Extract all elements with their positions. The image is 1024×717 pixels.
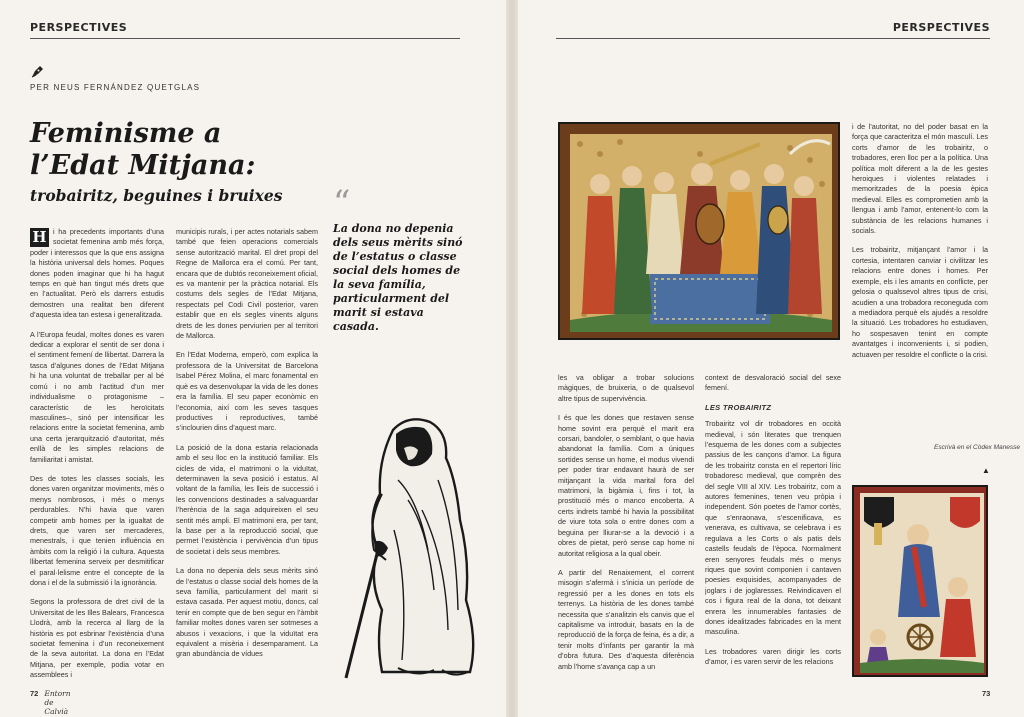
codex-manesse-miniature: [852, 485, 988, 677]
byline: PER NEUS FERNÁNDEZ QUETGLAS: [30, 83, 201, 92]
page-number-right: 73: [982, 689, 991, 698]
col3-paragraph-3: A partir del Renaixement, el corrent misogin s’afermà i s’inicia un període de regressió per a les dones en tots els terrenys. La història de les dones també necessita que s’analitzin els canvis que el capitalisme va introduir, basats en la de reproducció de la força de feina, és a dir, a tenir molts d’infants per garantir la mà d’obra futura. Des d’aquesta diferència amb l’home s’avança cap a un: [558, 567, 694, 671]
col2-paragraph-3: La posició de la dona estaria relacionada amb el seu lloc en la institució familiar. Els cicles de vida, el matrimoni o la viduïtat, determinaven la seva posició i estatus. Al voltant de la família, les lleis de successió i les convencions destinades a salvaguardar l’herència de la saga adquireixen el seu sentit més ampli. El matrimoni era, per tant, la base per a la reproducció social, que permet l’existència i pervivència d’un tipus de societat i dels seus membres.: [176, 442, 318, 556]
col1-paragraph-3: Des de totes les classes socials, les dones varen organitzar moviments, més o menys nombrosos, i més o menys perdurables. N’hi havia que varen competir amb homes per la igualtat de drets, que varen ser mercaderes, menestrals, i que tenien influència en àmbits com la religió i la cultura. Aquesta llibertat femenina serveix per desmitificar el paral·lelisme entre el concepte de la dona i el de la submissió i la ignorància.: [30, 473, 164, 587]
pull-quote: La dona no depenia dels seus mèrits sinó de l’estatus o classe social dels homes de la seva família, particularment del marit si estava casada.: [333, 222, 463, 333]
publication-name: Entorn de Calvià: [44, 689, 71, 716]
col1-paragraph-2: A l’Europa feudal, moltes dones es varen dedicar a explorar el sentit de ser dona i el sentiment femení de llibertat. Darrera la tasca d’algunes dones de l’Edat Mitjana hi ha una voluntat de treballar per al bé comú i no amb l’actitud d’un mer individualisme o protagonisme –característic de les heroïcitats masculines–, sinó per intensificar les relacions entre la societat femenina, amb una certa jerarquització d’autoritat, més enllà de les simples relacions de familiaritat i amistat.: [30, 329, 164, 464]
header-rule-left: [30, 38, 460, 39]
col5-paragraph-2: Les trobairitz, mitjançant l’amor i la cortesia, intentaren canviar i civilitzar les relacions entre dones i homes. Per exemple, els i les amants en conflicte, per gelosia o qualssevol altres tipus de crisi, acudien a una trobadora reconeguda com a mediadora perquè els ajudés a resoldre la situació. Les trobadores ho estudiaven, ho sospesaven tenint en compte avantatges i inconvenients i, si podien, actuaven per resoldre el conflicte o la crisi.: [852, 245, 988, 359]
folio-left: [30, 689, 71, 716]
col4-paragraph-2: Trobairitz vol dir trobadores en occità medieval, i són literates que trenquen l’esquema de les dones com a subjectes passius de les cançons d’amor. La figura de les trobairitz consta en el repertori líric trobadoresc medieval, que comprèn des del segle VIII al XIV. Les trobairitz, com a autores femenines, tenen veu pròpia i independent. Són poetes de l’amor cortès, que s’enraonava, s’escenificava, es venerava, es cultivava, se celebrava i es regulava a les Corts o als patis dels castells feudals de l’època. Normalment eren senyores feudals més o menys riques que sovint componien i cantaven poesies exquisides, acompanyades de joglars i de joglaresses. Reivindicaven el cos i figura real de la dona, tot deixant enrera les innumerables fantasies de dones idealitzades fabricades en la ment masculina.: [705, 419, 841, 637]
hooded-woman-illustration: [338, 410, 488, 682]
text-column-2: [176, 227, 318, 682]
title-line-2: l’Edat Mitjana:: [30, 150, 256, 181]
image-caption: Escrivà en el Còdex Manesse: [934, 444, 1020, 451]
text-column-4: [705, 373, 841, 683]
col5-paragraph-1: i de l’autoritat, no del poder basat en la força que caracteritza el món masculí. Les corts d’amor de les trobairitz, o trobadores, eren lloc per a la política. Una política molt diferent a la de les gestes heroiques i violentes relatades i memoritzades de la poesia èpica medieval. Elles es comprometien amb la llengua i amb l’amor, entenent-lo com la substància de les relacions humanes i socials.: [852, 122, 988, 236]
section-label-left: PERSPECTIVES: [30, 21, 128, 34]
page-number-left: 72: [30, 689, 39, 698]
article-subtitle: trobairitz, beguines i bruixes: [30, 186, 283, 205]
col4-paragraph-3: Les trobadores varen dirigir les corts d’amor, i es varen servir de les relacions: [705, 646, 841, 667]
col3-paragraph-2: I és que les dones que restaven sense home sovint era perquè el marit era corsari, bandoler, o semblant, o que havia abandonat la família. Com a úniques sortides sense un home, el modus vivendi per poder tirar endavant haurà de ser mitjançant la vida marital fora del matrimoni, la bigàmia i, fins i tot, la prostitució més o manco encoberta. A certs indrets també hi havia la possibilitat de viure tota sola o entre dones com a beguina per lliurar-se a la devoció i a obres de pietat, però sense cap home ni autoritat religiosa a la qual obeir.: [558, 413, 694, 558]
triangle-icon: ▲: [982, 466, 990, 475]
page-gutter: [506, 0, 518, 717]
col2-paragraph-2: En l’Edat Moderna, emperò, com explica la professora de la Universitat de Barcelona Isabel Pérez Molina, el marc fonamental en què es va desenvolupar la vida de les dones era la família. El seu paper econòmic en l’economia, així com les seves tasques productives i reproductives, també s’inclourien dins d’aquest marc.: [176, 350, 318, 433]
col3-paragraph-1: les va obligar a trobar solucions màgiques, de bruixeria, o de qualsevol altre tipus de supervivència.: [558, 373, 694, 403]
section-label-right: PERSPECTIVES: [892, 21, 990, 34]
article-title: [30, 118, 320, 182]
folio-right: [982, 689, 996, 698]
text-column-5: [852, 122, 988, 372]
col1-paragraph-1: H i ha precedents importants d’una societat femenina amb més força, poder i interessos que la que ens assigna la història universal dels homes. Poques dones poden imaginar que hi ha hagut temps en què han tingut més drets que en l’actualitat. Però els darrers estudis demostren una realitat ben diferent d’aquesta idea tan estesa i generalitzada.: [30, 227, 164, 320]
title-line-1: Feminisme a: [30, 118, 222, 149]
text-column-3: [558, 373, 694, 683]
medieval-musicians-miniature: [558, 122, 840, 340]
header-rule-right: [556, 38, 990, 39]
text-column-1: [30, 227, 164, 682]
section-subhead: LES TROBAIRITZ: [705, 402, 772, 412]
col4-paragraph-1: context de desvaloració social del sexe femení.: [705, 373, 841, 393]
quotation-mark-icon: “: [333, 183, 351, 223]
col2-paragraph-1: municipis rurals, i per actes notarials sabem també que feien operacions comercials sense autorització marital. El dret propi del Regne de Mallorca era el comú. Per tant, encara que de dubtós reconeixement oficial, es va mantenir per la pràctica notarial. Els costums dels segles de l’Edat Mitjana, respectats pel Codi Civil posterior, varen establir que en els segles vinents alguns drets de les dones perviurien per al territori de Mallorca.: [176, 227, 318, 341]
pen-nib-icon: [30, 65, 44, 79]
col1-paragraph-4: Segons la professora de dret civil de la Universitat de les Illes Balears, Francesca Llodrà, amb la recerca al llarg de la història es pot esbrinar l’existència d’una societat femenina i d’un reconeixement de la seva autoritat. La dona en l’Edat Mitjana, per exemple, podia votar en assemblees i: [30, 597, 164, 680]
drop-cap: H: [30, 228, 49, 247]
col2-paragraph-4: La dona no depenia dels seus mèrits sinó de l’estatus o classe social dels homes de la seva família, particularment del marit si estava casada. Per aquest motiu, doncs, cal tenir en compte que de ben segur en l’àmbit familiar moltes dones varen ser sotmeses a abusos i vexacions, i que la viduïtat era equivalent a misèria i desemparament. La gran abundància de vídues: [176, 566, 318, 659]
